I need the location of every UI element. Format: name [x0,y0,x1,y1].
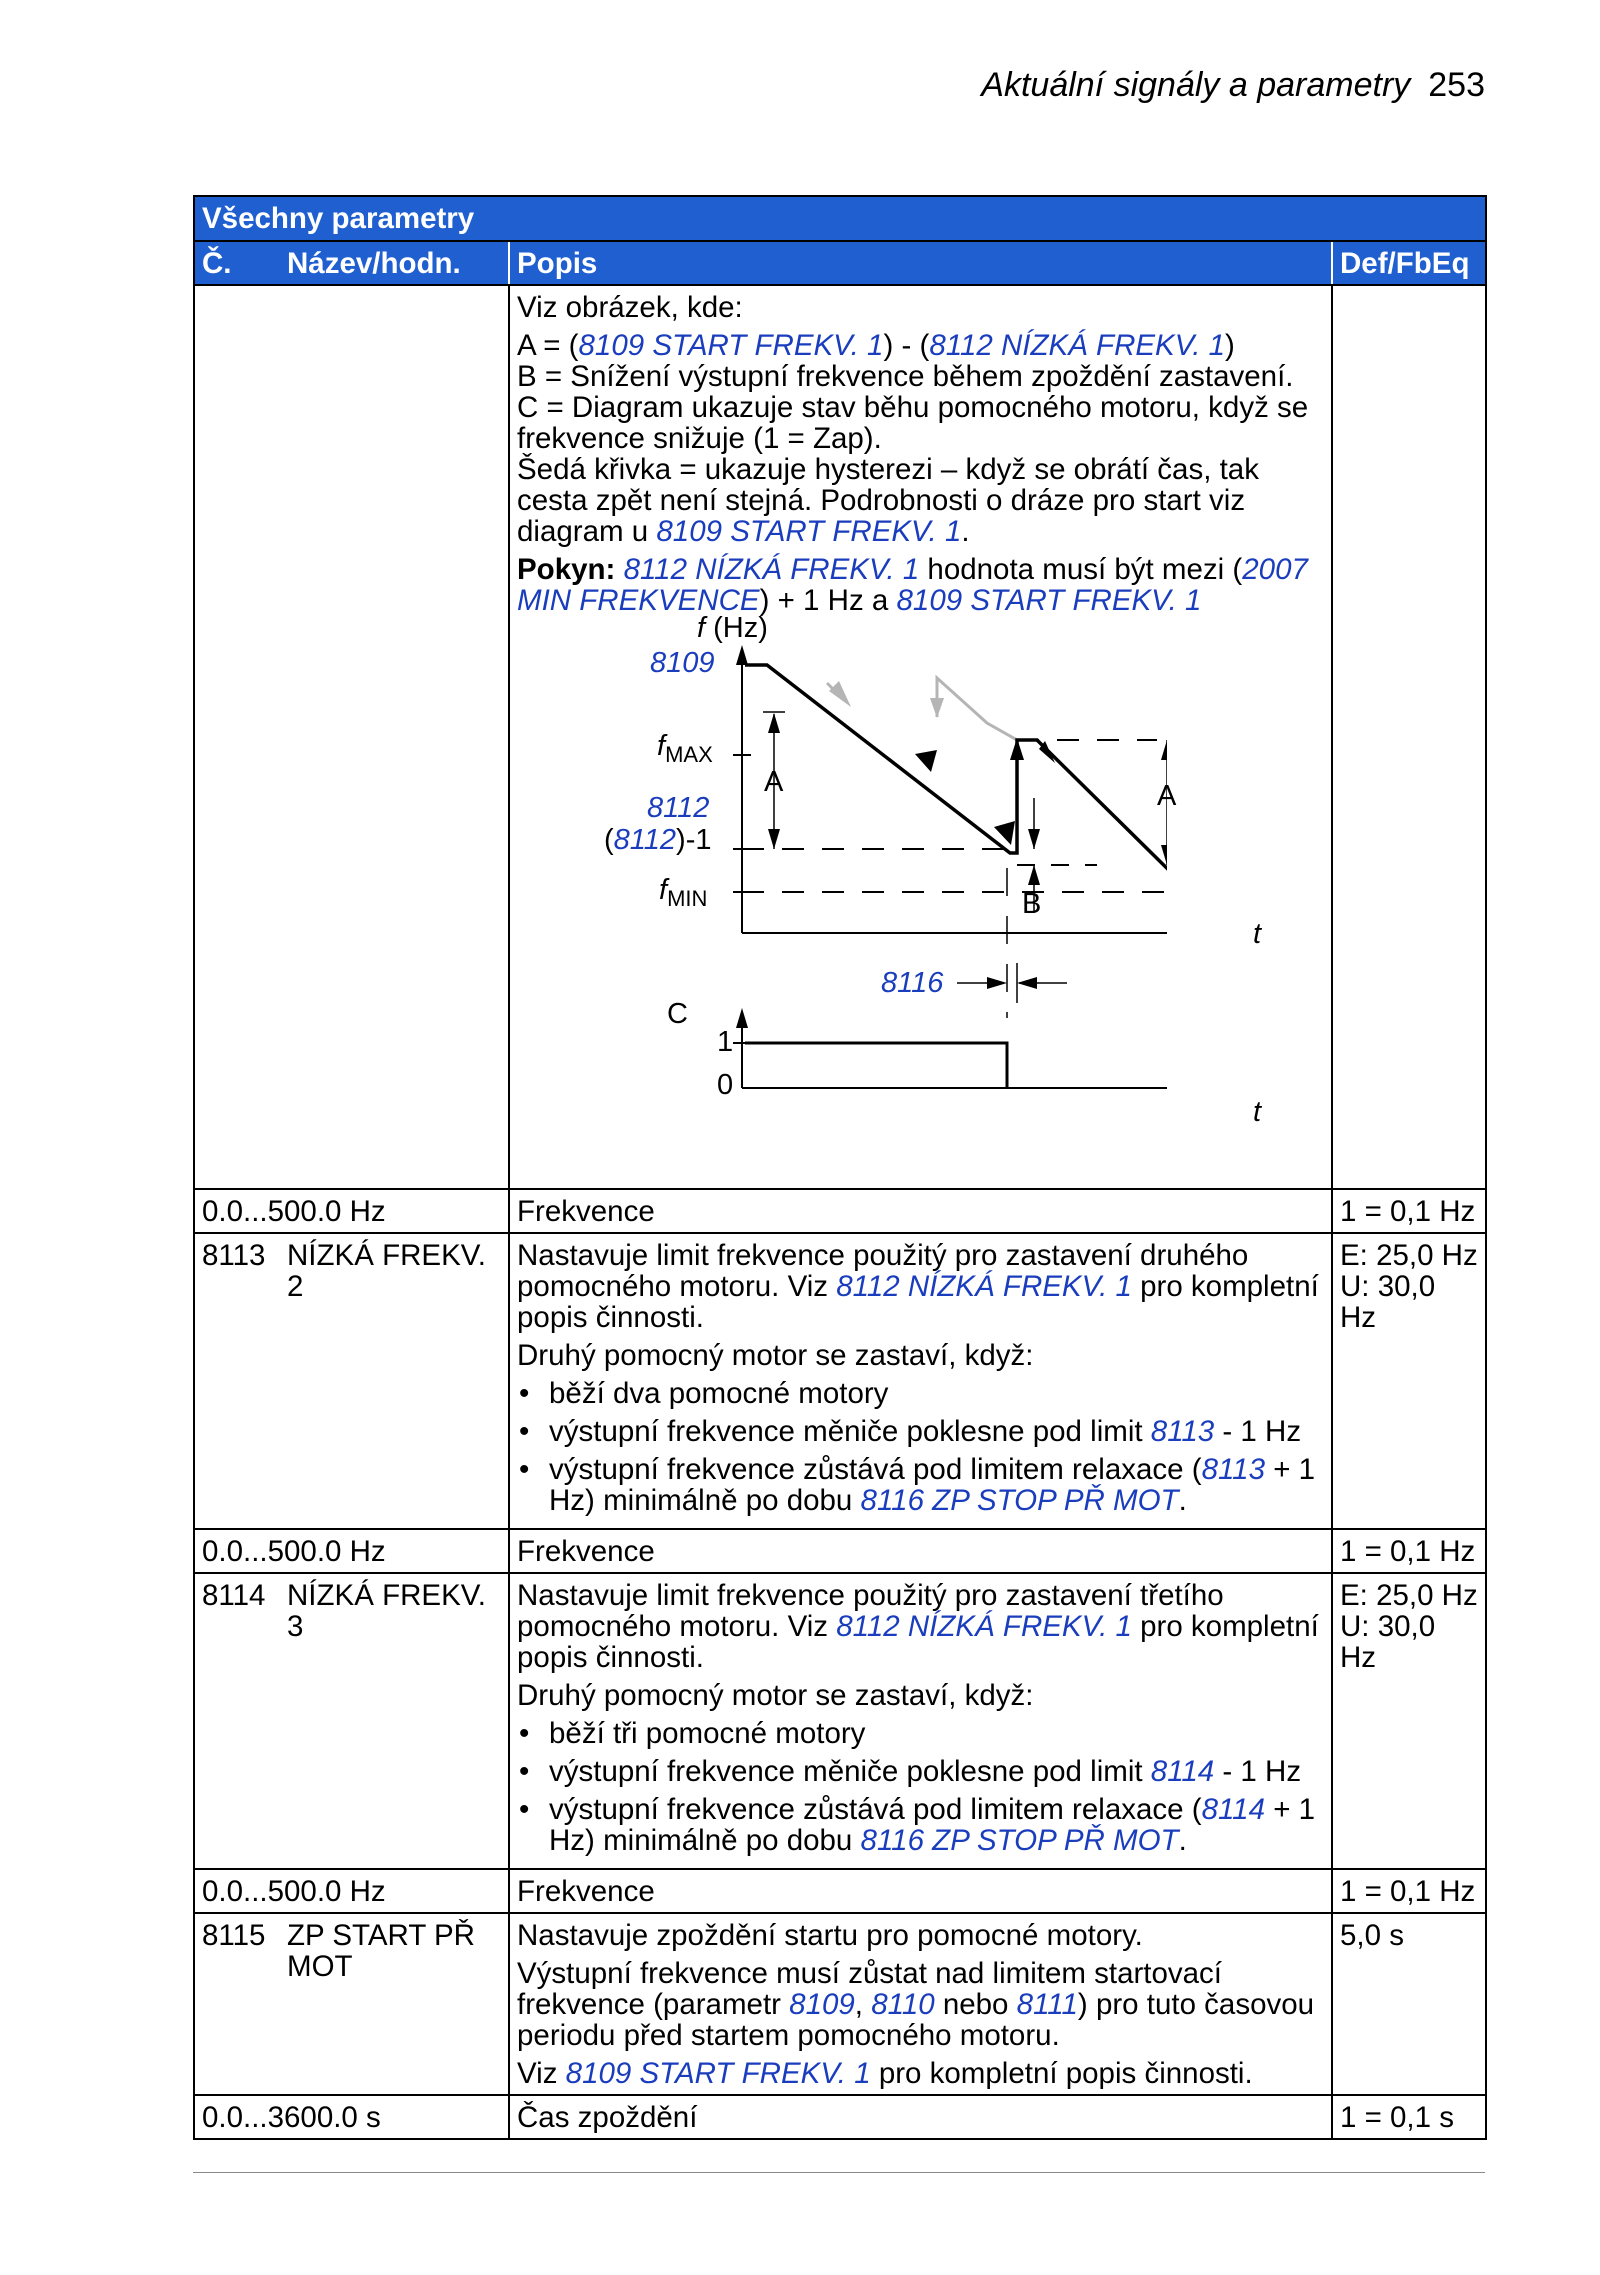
link-8109[interactable]: 8109 START FREKV. 1 [896,584,1202,617]
text: . [1178,1824,1187,1857]
table-row-range [194,1189,1486,1233]
desc-p1 [517,1240,1324,1333]
cell-range: 0.0...500.0 Hz [194,1189,509,1233]
label-fmin [659,875,707,914]
label-8116[interactable]: 8116 [881,967,944,999]
text: f [659,874,668,906]
table-row-8114 [194,1573,1486,1869]
column-header-no-name [194,241,509,285]
param-name: NÍZKÁ FREKV. 3 [287,1579,486,1643]
cell-param [194,1573,509,1869]
text: A = ( [517,329,579,362]
list-item: • běží tři pomocné motory [517,1718,1324,1749]
column-header-name: Název/hodn. [287,247,461,280]
cell-range: 0.0...500.0 Hz [194,1529,509,1573]
param-name: ZP START PŘ MOT [287,1919,475,1983]
text: hodnota musí být mezi ( [919,553,1243,586]
desc-p2: Druhý pomocný motor se zastaví, když: [517,1339,1034,1372]
text: f [657,730,666,762]
link-2007[interactable]: 2007 MIN FREKVENCE [517,553,1308,617]
text: MAX [665,742,713,767]
list-item: • běží dva pomocné motory [517,1378,1324,1409]
table-row-range [194,1529,1486,1573]
text: nebo [934,1988,1017,2021]
black-frequency-curve [745,665,1167,893]
text: ) + 1 Hz a [759,584,897,617]
column-header-desc: Popis [509,241,1332,285]
label-8112-minus-1 [604,825,712,856]
label-t-bottom: t [1253,1096,1262,1128]
grey-hysteresis-curve [937,678,1017,740]
label-fmax [657,731,713,770]
text: pro kompletní popis činnosti. [517,1270,1319,1334]
text: - 1 Hz [1214,1755,1302,1788]
table-row-range [194,1869,1486,1913]
cell-desc [509,1573,1332,1869]
condition-list [517,1718,1324,1856]
text: ) [1225,329,1235,362]
text: Viz [517,2057,566,2090]
label-t-top: t [1253,918,1262,950]
link-8113[interactable]: 8113 [1150,1415,1215,1448]
cell-param [194,1913,509,2095]
diagram-graphic [517,623,1167,1183]
condition-list [517,1378,1324,1516]
y-axis-arrow-icon [736,645,748,665]
cell-range: 0.0...500.0 Hz [194,1869,509,1913]
text: - 1 Hz [1214,1415,1302,1448]
text: (Hz) [705,612,768,644]
text: Nastavuje limit frekvence použitý pro zastavení druhého pomocného motoru. Viz [517,1239,1249,1303]
table-row-8115 [194,1913,1486,2095]
intro-viz: Viz obrázek, kde: [517,291,743,324]
text: + 1 Hz) minimálně po dobu [549,1793,1316,1857]
cell-empty [194,285,509,1189]
link-8114[interactable]: 8114 [1201,1793,1265,1826]
default-u: U: 30,0 Hz [1340,1270,1436,1334]
label-c: C [667,998,688,1030]
footer-rule [193,2172,1485,2173]
page-number: 253 [1428,66,1485,104]
label-8112[interactable]: 8112 [647,792,710,824]
cell-def [1332,1233,1486,1529]
cell-desc: Frekvence [509,1189,1332,1233]
intro-line-a [517,330,1324,361]
text: . [1178,1484,1187,1517]
text: pro kompletní popis činnosti. [870,2057,1253,2090]
intro-line-b: B = Snížení výstupní frekvence během zpoždění zastavení. [517,360,1294,393]
link-8112[interactable]: 8112 NÍZKÁ FREKV. 1 [836,1610,1132,1643]
link-8109[interactable]: 8109 [789,1988,855,2021]
link-8116[interactable]: 8116 ZP STOP PŘ MOT [860,1824,1179,1857]
link-8116[interactable]: 8116 ZP STOP PŘ MOT [860,1484,1179,1517]
link-8112[interactable]: 8112 [613,824,677,856]
text: ( [604,824,614,856]
default-e: E: 25,0 Hz [1340,1579,1478,1612]
text: výstupní frekvence měniče poklesne pod limit [549,1755,1151,1788]
cell-desc: Frekvence [509,1869,1332,1913]
list-item [517,1416,1324,1447]
desc-p2: Druhý pomocný motor se zastaví, když: [517,1679,1034,1712]
label-state-1: 1 [717,1026,734,1058]
desc-p1: Nastavuje zpoždění startu pro pomocné motory. [517,1919,1143,1952]
text: f [697,612,706,644]
default-e: E: 25,0 Hz [1340,1239,1478,1272]
cell-def [1332,1573,1486,1869]
text: Nastavuje limit frekvence použitý pro zastavení třetího pomocného motoru. Viz [517,1579,1224,1643]
link-8112[interactable]: 8112 NÍZKÁ FREKV. 1 [836,1270,1132,1303]
param-number: 8114 [202,1579,266,1612]
text: výstupní frekvence zůstává pod limitem relaxace ( [549,1793,1202,1826]
cell-desc [509,1913,1332,2095]
cell-intro-desc [509,285,1332,1189]
note-label: Pokyn: [517,553,616,586]
link-8112[interactable]: 8112 NÍZKÁ FREKV. 1 [623,553,920,586]
label-b: B [1022,888,1042,920]
cell-def: 1 = 0,1 Hz [1332,1869,1486,1913]
text: Šedá křivka = ukazuje hysterezi – když se obrátí čas, tak cesta zpět není stejná. Podrobnosti o dráze pro start viz diagram u [517,453,1259,548]
link-8111[interactable]: 8111 [1016,1988,1078,2021]
link-8109[interactable]: 8109 START FREKV. 1 [656,515,962,548]
desc-p1 [517,1580,1324,1673]
text: výstupní frekvence zůstává pod limitem relaxace ( [549,1453,1202,1486]
intro-grey-curve [517,454,1324,547]
frequency-diagram [517,612,1262,1183]
link-8109[interactable]: 8109 START FREKV. 1 [578,329,884,362]
column-header-def: Def/FbEq [1332,241,1486,285]
cell-def: 5,0 s [1332,1913,1486,2095]
text [615,553,623,586]
text: , [854,1988,872,2021]
link-8113[interactable]: 8113 [1201,1453,1265,1486]
table-row-8113 [194,1233,1486,1529]
list-item [517,1756,1324,1787]
cell-param [194,1233,509,1529]
table-row-intro [194,285,1486,1189]
label-8109[interactable]: 8109 [650,647,715,679]
section-title: Všechny parametry [194,196,1486,241]
default-u: U: 30,0 Hz [1340,1610,1436,1674]
desc-p2 [517,1958,1324,2051]
text: ) pro tuto časovou periodu před startem pomocného motoru. [517,1988,1315,2052]
link-8110[interactable]: 8110 [871,1988,935,2021]
cell-def: 1 = 0,1 s [1332,2095,1486,2139]
cell-desc: Čas zpoždění [509,2095,1332,2139]
text: výstupní frekvence měniče poklesne pod limit [549,1415,1151,1448]
text: pro kompletní popis činnosti. [517,1610,1319,1674]
param-number: 8115 [202,1919,266,1952]
motor-run-state-line [745,1043,1007,1088]
running-header [981,66,1485,105]
parameter-table [193,195,1487,2140]
link-8114[interactable]: 8114 [1150,1755,1215,1788]
cell-range: 0.0...3600.0 s [194,2095,509,2139]
header-title: Aktuální signály a parametry [981,66,1411,104]
label-a-right: A [1157,780,1177,812]
table-row-range [194,2095,1486,2139]
desc-p3 [517,2058,1324,2089]
label-state-0: 0 [717,1069,734,1101]
param-name: NÍZKÁ FREKV. 2 [287,1239,486,1303]
label-f-hz [697,613,768,644]
intro-line-c: C = Diagram ukazuje stav běhu pomocného motoru, když se frekvence snižuje (1 = Zap). [517,391,1309,455]
cell-desc: Frekvence [509,1529,1332,1573]
text: )-1 [676,824,712,856]
cell-empty [1332,285,1486,1189]
list-item [517,1454,1324,1516]
cell-def: 1 = 0,1 Hz [1332,1189,1486,1233]
label-a-left: A [764,766,784,798]
text: Výstupní frekvence musí zůstat nad limitem startovací frekvence (parametr [517,1957,1223,2021]
text: ) - ( [883,329,930,362]
cell-desc [509,1233,1332,1529]
text: MIN [667,886,708,911]
intro-note [517,554,1324,616]
c-axis-arrow-icon [736,1008,748,1028]
list-item [517,1794,1324,1856]
cell-def: 1 = 0,1 Hz [1332,1529,1486,1573]
text: . [961,515,970,548]
text: + 1 Hz) minimálně po dobu [549,1453,1316,1517]
param-number: 8113 [202,1239,266,1272]
column-header-no: Č. [202,247,232,280]
link-8109[interactable]: 8109 START FREKV. 1 [565,2057,871,2090]
link-8112[interactable]: 8112 NÍZKÁ FREKV. 1 [929,329,1226,362]
